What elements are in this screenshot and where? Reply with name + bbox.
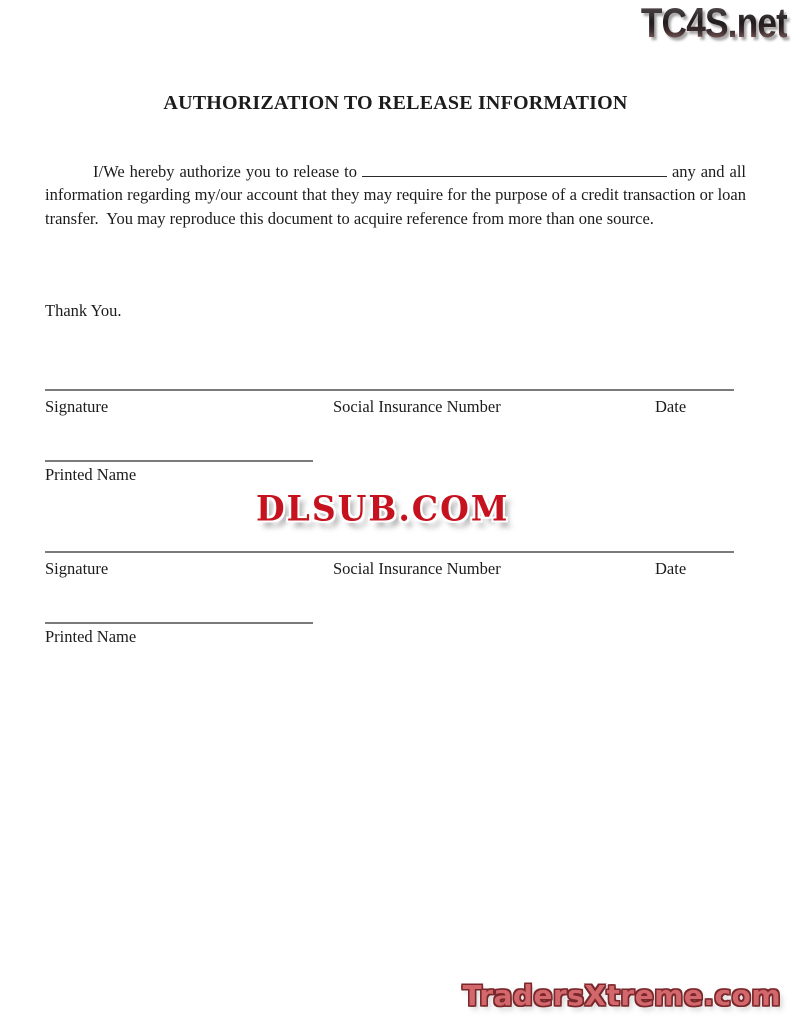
signature-labels-row-1 <box>45 391 734 417</box>
authorization-paragraph <box>45 160 746 230</box>
paragraph-text-after-blank: any and all information regarding my/our account that they may require for the purpose of a credit transaction or loan transfer. You may reproduce this document to acquire reference from more than one source. <box>45 162 747 228</box>
printed-name-block-2 <box>45 622 313 647</box>
tradersxtreme-com-watermark: TradersXtreme.com <box>462 979 781 1012</box>
release-to-blank-field <box>362 161 667 178</box>
dlsub-com-watermark: DLSUB.COM <box>256 488 510 529</box>
thank-you-text: Thank You. <box>45 301 122 320</box>
date-label-2: Date <box>655 559 687 578</box>
printed-name-label-2: Printed Name <box>45 627 137 646</box>
signature-label-1: Signature <box>45 397 109 416</box>
tc4s-net-logo: TC4S.net <box>640 0 787 46</box>
paragraph-text-before-blank: I/We hereby authorize you to release to <box>93 162 357 181</box>
signature-block-2 <box>45 551 734 579</box>
page-title: AUTHORIZATION TO RELEASE INFORMATION <box>163 92 628 114</box>
signature-block-1 <box>45 389 734 417</box>
signature-label-2: Signature <box>45 559 109 578</box>
signature-labels-row-2 <box>45 553 734 579</box>
date-label-1: Date <box>655 397 687 416</box>
printed-name-label-1: Printed Name <box>45 465 137 484</box>
social-insurance-number-label-2: Social Insurance Number <box>333 559 501 578</box>
social-insurance-number-label-1: Social Insurance Number <box>333 397 501 416</box>
printed-name-block-1 <box>45 460 313 485</box>
